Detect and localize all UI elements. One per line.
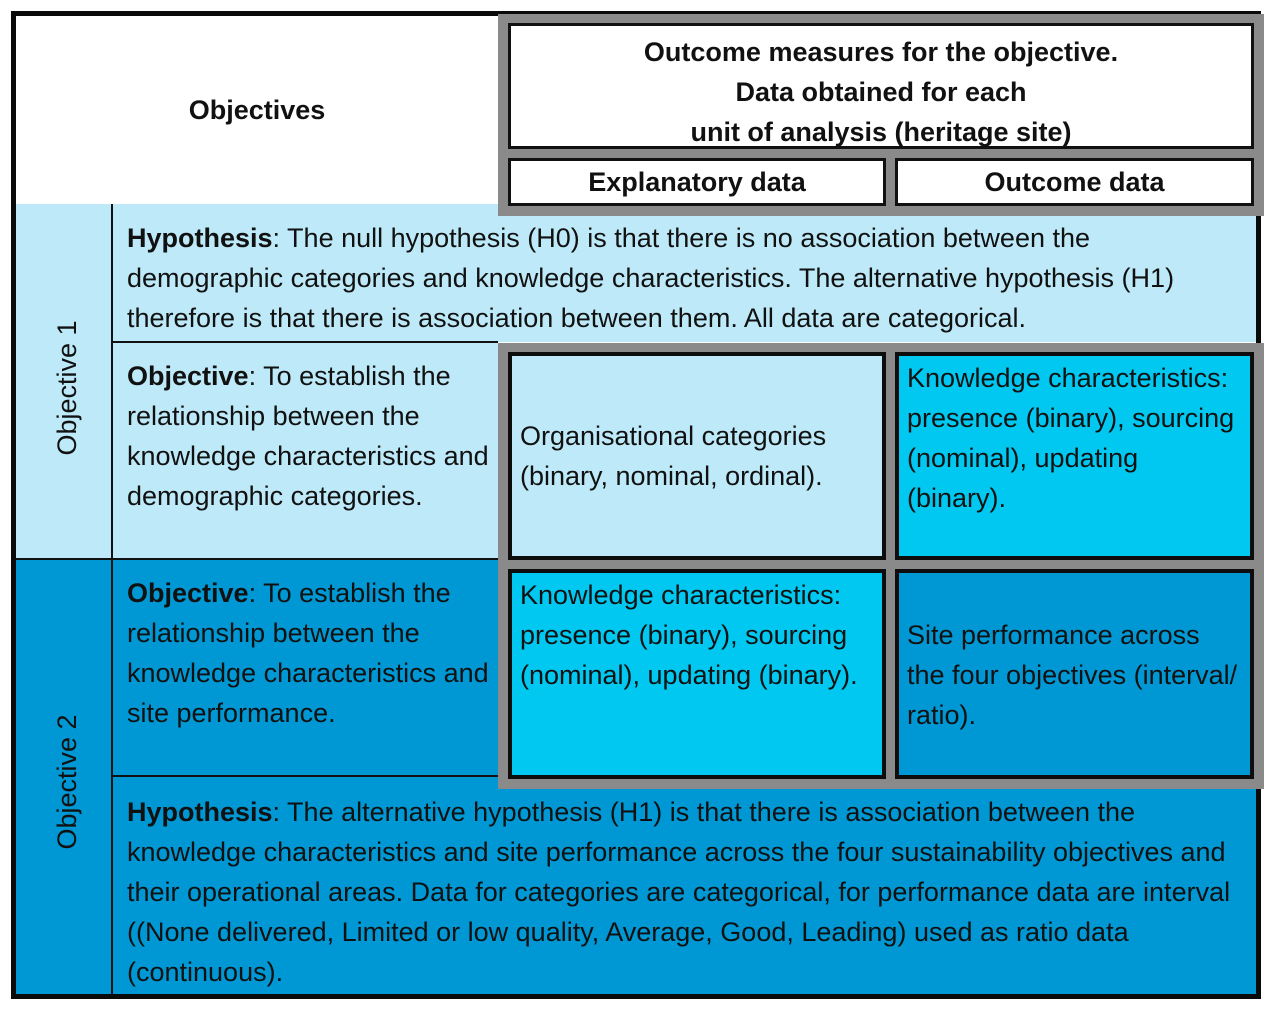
objectives-header: [16, 16, 498, 204]
outcome-header-line1: Outcome measures for the objective.: [643, 37, 1119, 67]
objective2-explanatory-cell: [508, 569, 886, 779]
objective2-objective-heading: Objective: [127, 578, 249, 608]
objective2-label: Objective 2: [52, 714, 82, 850]
objective2-outcome-cell: [895, 569, 1254, 779]
objective2-explanatory-text: Knowledge characteristics: presence (binary), sourcing (nominal), updating (binary).: [520, 580, 858, 690]
obj1-hypothesis-divider: [111, 341, 498, 343]
label-column-divider: [111, 204, 113, 994]
objective1-explanatory-text: Organisational categories (binary, nominal, ordinal).: [520, 421, 827, 491]
objective1-objective-heading: Objective: [127, 361, 249, 391]
objective2-objective: [127, 573, 492, 733]
explanatory-data-header-label: Explanatory data: [588, 166, 806, 197]
outcome-data-header-label: Outcome data: [984, 166, 1165, 197]
objective-divider: [16, 558, 111, 560]
objective2-hypothesis: [127, 792, 1252, 992]
explanatory-data-header: [508, 158, 886, 206]
objective1-hypothesis: [127, 218, 1252, 338]
objective1-explanatory-cell: [508, 352, 886, 560]
obj-rows-divider: [111, 558, 498, 560]
outcome-header-line2: Data obtained for each: [735, 77, 1027, 107]
objective2-hypothesis-text: : The alternative hypothesis (H1) is that there is association between the knowledge characteristics and site performance across the four sustainability objectives and their operational areas. Data for categories are categorical, for performance data are interval ((None delivered, Limited or low quality, Average, Good, Leading) used as ratio data (continuous).: [127, 797, 1231, 987]
obj2-hypothesis-divider: [111, 775, 498, 777]
objective1-outcome-cell: [895, 352, 1254, 560]
objective1-objective-text: : To establish the relationship between the knowledge characteristics and demographic categories.: [127, 361, 489, 511]
outcome-header-line3: unit of analysis (heritage site): [690, 117, 1072, 147]
objective2-objective-text: : To establish the relationship between the knowledge characteristics and site performance.: [127, 578, 489, 728]
outcome-measures-header: [508, 23, 1254, 149]
objective1-hypothesis-heading: Hypothesis: [127, 223, 273, 253]
objective2-outcome-text: Site performance across the four objectives (interval/ ratio).: [907, 620, 1238, 730]
objectives-header-label: Objectives: [188, 94, 326, 125]
objective2-hypothesis-heading: Hypothesis: [127, 797, 273, 827]
objective1-hypothesis-text: : The null hypothesis (H0) is that there is no association between the demographic categories and knowledge characteristics. The alternative hypothesis (H1) therefore is that there is association between them. All data are categorical.: [127, 223, 1175, 333]
objective1-label: Objective 1: [52, 320, 82, 456]
objective1-outcome-text: Knowledge characteristics: presence (binary), sourcing (nominal), updating (binary).: [907, 363, 1235, 513]
outcome-data-header: [895, 158, 1254, 206]
objective1-objective: [127, 356, 492, 516]
